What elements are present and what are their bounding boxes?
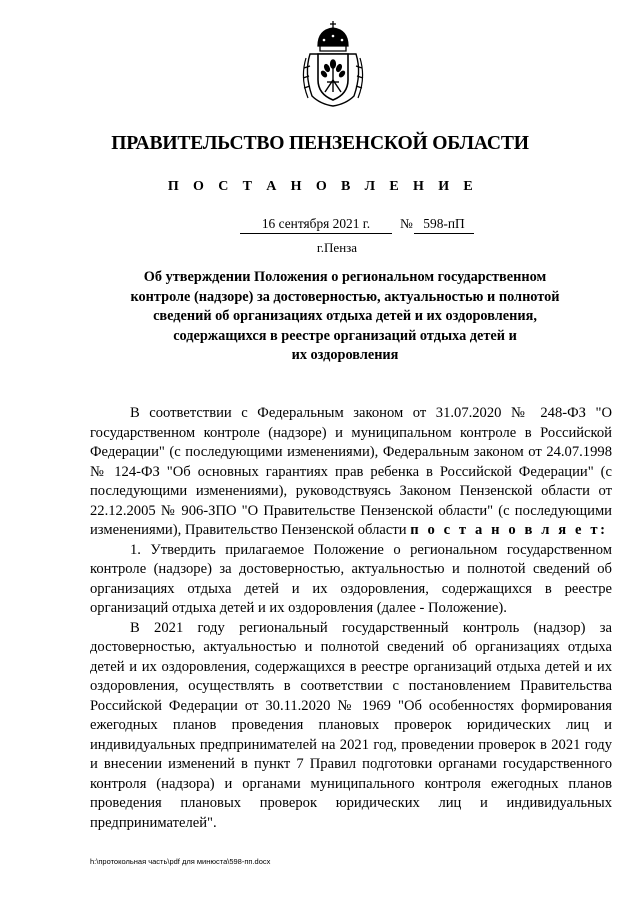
document-title-line: содержащихся в реестре организаций отдыха детей и xyxy=(173,327,517,344)
document-title-line: их оздоровления xyxy=(291,347,399,364)
document-number: 598-пП xyxy=(414,216,474,234)
document-title-line: Об утверждении Положения о региональном государственном xyxy=(143,269,547,285)
preamble-paragraph xyxy=(90,404,612,541)
item-1-paragraph: 1. Утвердить прилагаемое Положение о региональном государственном контроле (надзоре) за достоверностью, актуальностью и полнотой сведений об организациях отдыха детей и их оздоровления, содержащихся в реестре организаций отдыха детей и их оздоровления (далее - Положение). xyxy=(90,541,612,616)
document-city: г.Пенза xyxy=(316,240,358,255)
document-date: 16 сентября 2021 г. xyxy=(240,216,392,234)
document-title-line: сведений об организациях отдыха детей и их оздоровления, xyxy=(153,308,537,325)
document-type: П О С Т А Н О В Л Е Н И Е xyxy=(167,179,479,194)
preamble-text: В соответствии с Федеральным законом от 31.07.2020 № 248-ФЗ "О государственном контроле (надзоре) и муниципальном контроле в Российской Федерации" (с последующими изменениями), Федеральным законом от 24.07.1998 № 124-ФЗ "Об основных гарантиях прав ребенка в Российской Федерации" (с последующими изменениями), руководствуясь Законом Пензенской области от 22.12.2005 № 906-ЗПО "О Правительстве Пензенской области" (с последующими изменениями), Правительство Пензенской области xyxy=(90,405,612,538)
document-title xyxy=(110,268,580,366)
government-title: ПРАВИТЕЛЬСТВО ПЕНЗЕНСКОЙ ОБЛАСТИ xyxy=(111,133,529,154)
resolves-text: п о с т а н о в л я е т: xyxy=(410,522,608,538)
document-title-line: контроле (надзоре) за достоверностью, актуальностью и полнотой xyxy=(130,288,560,305)
footer-file-path: h:\протокольная часть\pdf для минюста\598-пп.docx xyxy=(90,857,271,866)
number-sign: № xyxy=(400,216,413,231)
document-body xyxy=(90,404,612,833)
penza-region-coat-of-arms-icon xyxy=(300,18,366,108)
item-2-paragraph: В 2021 году региональный государственный контроль (надзор) за достоверностью, актуальностью и полнотой сведений об организациях отдыха детей и их оздоровления, содержащихся в реестре организаций отдыха детей и их оздоровления, осуществлять в соответствии с постановлением Правительства Российской Федерации от 30.11.2020 № 1969 "Об особенностях формирования ежегодных планов проведения плановых проверок юридических лиц и индивидуальных предпринимателей на 2021 год, проведении проверок в 2021 году и внесении изменений в пункт 7 Правил подготовки органами государственного контроля (надзора) и органами муниципального контроля ежегодных планов проведения плановых проверок юридических лиц и индивидуальных предпринимателей". xyxy=(90,619,612,831)
